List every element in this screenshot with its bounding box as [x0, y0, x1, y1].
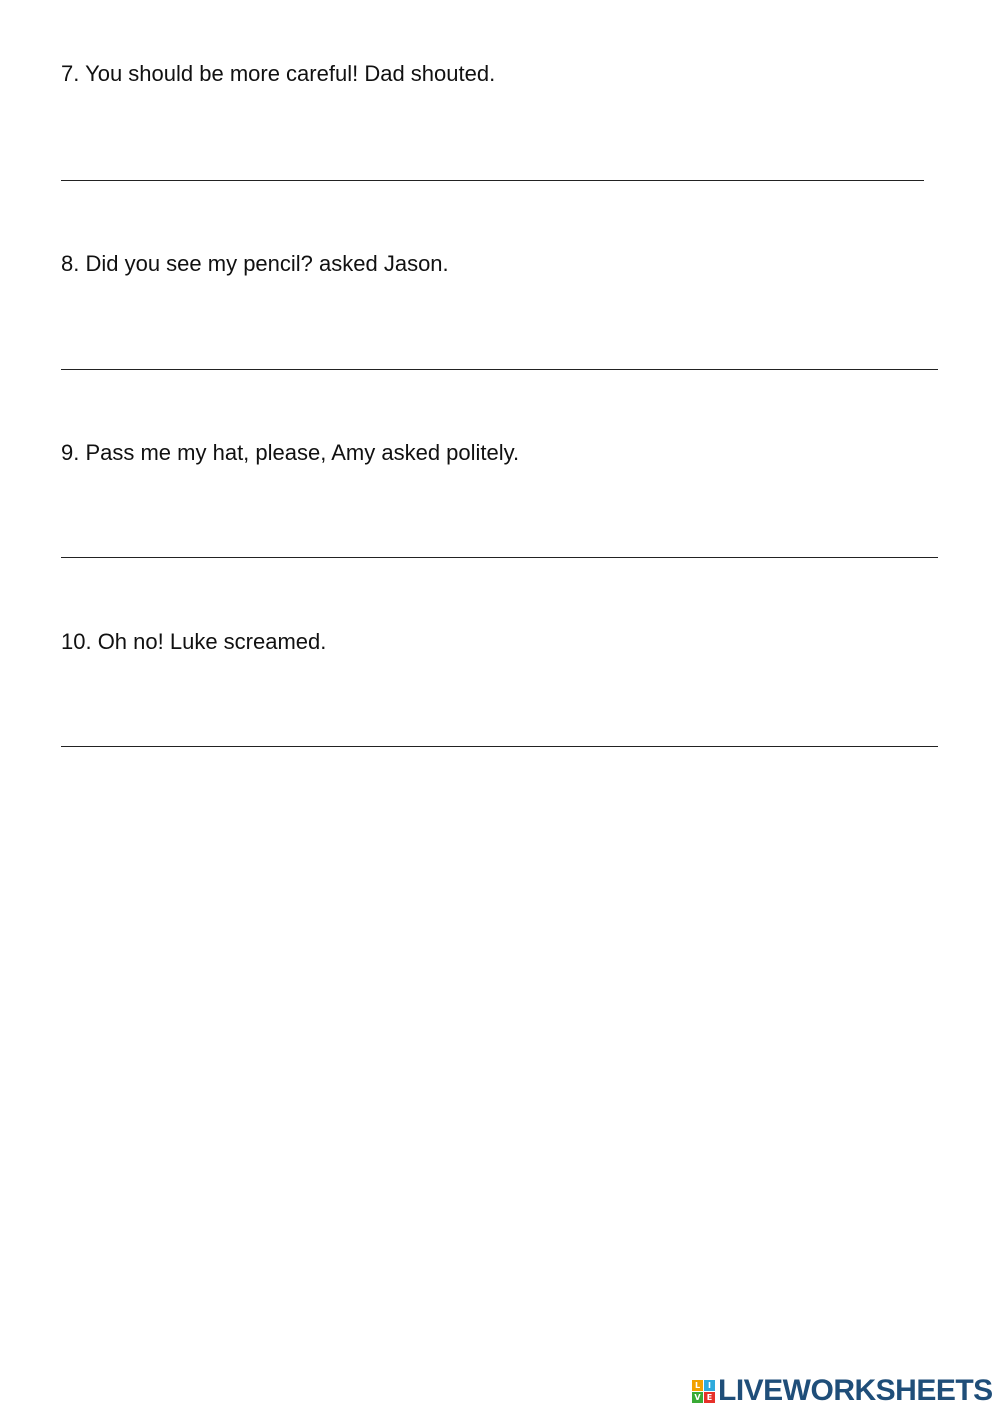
question-7-text: 7. You should be more careful! Dad shouted. — [61, 61, 496, 86]
logo-wordmark: LIVEWORKSHEETS — [718, 1374, 993, 1407]
logo-mark-letter: V — [692, 1392, 703, 1403]
answer-line-7[interactable] — [61, 180, 924, 181]
answer-line-10[interactable] — [61, 746, 938, 747]
live-logo-icon — [692, 1380, 715, 1403]
logo-mark-letter: L — [692, 1380, 703, 1391]
logo-mark-letter: I — [704, 1380, 715, 1391]
answer-line-8[interactable] — [61, 369, 938, 370]
question-8-text: 8. Did you see my pencil? asked Jason. — [61, 251, 449, 276]
liveworksheets-logo — [692, 1374, 993, 1408]
answer-line-9[interactable] — [61, 557, 938, 558]
question-9-text: 9. Pass me my hat, please, Amy asked politely. — [61, 440, 520, 465]
logo-mark-letter: E — [704, 1392, 715, 1403]
question-10-text: 10. Oh no! Luke screamed. — [61, 629, 327, 654]
